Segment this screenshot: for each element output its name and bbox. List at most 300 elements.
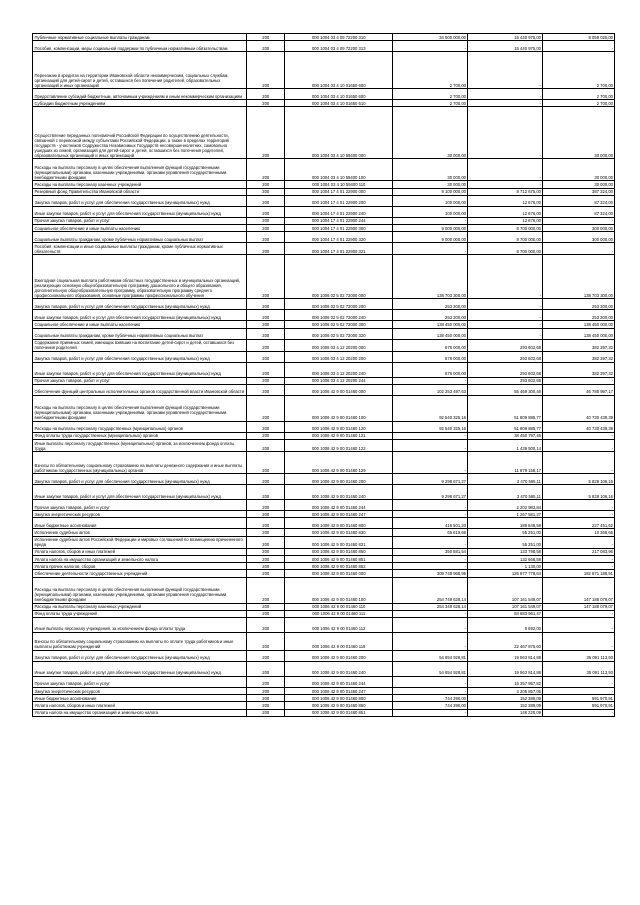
row-approved-amount-cell: - [393,432,468,439]
row-unexecuted-amount-cell: 2 700,00 [543,100,615,107]
row-code-cell: 200 [247,687,285,694]
table-row [33,100,615,107]
table-row [33,577,615,603]
row-classification-cell: 000 1004 03 4 10 59400 100 [285,159,393,181]
row-approved-amount-cell: 253 300,00 [393,310,468,321]
row-code-cell: 200 [247,577,285,603]
row-classification-cell: 000 1004 17 4 01 22900 321 [285,243,393,255]
row-approved-amount-cell: 100 000,00 [393,195,468,206]
row-classification-cell: 000 1006 42 9 00 01460 240 [285,661,393,676]
row-name-cell: Закупка энергетических ресурсов [33,511,247,518]
row-name-cell: Исполнение судебных актов [33,529,247,536]
row-classification-cell: 000 1006 03 4 12 20200 200 [285,351,393,362]
row-approved-amount-cell: - [393,617,468,632]
row-approved-amount-cell: 416 501,20 [393,518,468,529]
row-classification-cell: 000 1004 17 4 01 22900 300 [285,224,393,231]
row-approved-amount-cell: 9 298 671,27 [393,474,468,485]
row-executed-amount-cell: 22 467 875,60 [468,632,543,650]
row-approved-amount-cell: - [393,440,468,452]
table-row [33,563,615,570]
row-classification-cell: 000 1006 02 5 02 72000 200 [285,299,393,310]
row-name-cell: Иные выплаты персоналу учреждений, за исключением фонда оплаты труда [33,617,247,632]
row-approved-amount-cell: 34 500 000,00 [393,34,468,41]
row-approved-amount-cell: 676 000,00 [393,362,468,377]
table-row [33,328,615,339]
row-classification-cell: 000 1006 42 9 00 01460 000 [285,570,393,577]
row-name-cell: Прочая закупка товаров, работ и услуг [33,500,247,511]
row-name-cell: Субсидии бюджетным учреждениям [33,100,247,107]
row-name-cell: Фонд оплаты труда государственных (муниципальных) органов [33,432,247,439]
row-name-cell: Пособия, компенсации и иные социальные выплаты гражданам, кроме публичных нормативных обязательств [33,243,247,255]
row-executed-amount-cell: 293 602,68 [468,339,543,351]
row-name-cell: Иные бюджетные ассигнования [33,518,247,529]
row-unexecuted-amount-cell: 591 970,91 [543,702,615,709]
row-code-cell: 200 [247,299,285,310]
row-unexecuted-amount-cell: 253 300,00 [543,299,615,310]
row-executed-amount-cell: 51 809 885,77 [468,395,543,421]
row-code-cell: 200 [247,452,285,474]
row-executed-amount-cell: 8 700 000,00 [468,232,543,243]
row-code-cell: 200 [247,709,285,716]
row-approved-amount-cell: - [393,632,468,650]
table-row [33,570,615,577]
row-name-cell: Обеспечение функций центральных исполнительных органов государственной власти Ивановской области [33,384,247,395]
row-unexecuted-amount-cell: - [543,563,615,570]
row-classification-cell: 000 1006 42 9 00 01460 112 [285,617,393,632]
row-classification-cell: 000 1004 03 4 10 59400 110 [285,181,393,188]
row-unexecuted-amount-cell: 35 091 113,93 [543,661,615,676]
row-name-cell: Иные закупки товаров, работ и услуг для обеспечения государственных (муниципальных) нужд [33,362,247,377]
row-approved-amount-cell: - [393,511,468,518]
table-row [33,556,615,563]
row-code-cell: 200 [247,89,285,100]
row-approved-amount-cell: 254 749 628,14 [393,577,468,603]
row-executed-amount-cell: - [468,255,543,299]
row-unexecuted-amount-cell: 300 000,00 [543,232,615,243]
row-approved-amount-cell: 254 349 628,14 [393,603,468,610]
row-name-cell: Резервный фонд Правительства Ивановской области [33,188,247,195]
row-code-cell: 200 [247,100,285,107]
table-row [33,709,615,716]
row-classification-cell: 000 1006 03 4 12 20200 000 [285,339,393,351]
row-classification-cell: 000 1006 42 9 00 01460 119 [285,632,393,650]
row-unexecuted-amount-cell: - [543,610,615,617]
row-code-cell: 200 [247,440,285,452]
row-unexecuted-amount-cell: 10 368,66 [543,529,615,536]
row-unexecuted-amount-cell: - [543,632,615,650]
row-name-cell: Иные выплаты персоналу государственных (муниципальных) органов, за исключением фонда оплаты труда [33,440,247,452]
row-classification-cell: 000 1004 17 4 01 22900 200 [285,195,393,206]
row-approved-amount-cell: 100 000,00 [393,206,468,217]
table-row [33,217,615,224]
row-executed-amount-cell: 3 470 565,11 [468,485,543,500]
row-classification-cell: 000 1004 17 4 01 22900 244 [285,217,393,224]
table-row [33,206,615,217]
row-code-cell: 200 [247,518,285,529]
row-code-cell: 200 [247,362,285,377]
table-row [33,395,615,421]
row-name-cell: Прочая закупка товаров, работ и услуг [33,676,247,687]
row-code-cell: 200 [247,206,285,217]
row-code-cell: 200 [247,52,285,89]
row-classification-cell: 000 1006 42 9 00 01460 244 [285,500,393,511]
row-approved-amount-cell: 2 700,00 [393,100,468,107]
row-name-cell: Взносы по обязательному социальному страхованию на выплаты по оплате труда работников и иные выплаты работникам учреждений [33,632,247,650]
row-code-cell: 200 [247,485,285,500]
row-unexecuted-amount-cell: 147 188 079,07 [543,577,615,603]
row-code-cell: 200 [247,41,285,52]
table-row [33,255,615,299]
row-classification-cell: 000 1004 03 4 10 01650 600 [285,52,393,89]
row-approved-amount-cell: 9 100 000,00 [393,188,468,195]
table-row [33,232,615,243]
table-row [33,52,615,89]
row-name-cell: Содержание приемных семей, имеющих взявших на воспитание детей-сирот и детей, оставшихся без попечения родителей [33,339,247,351]
row-name-cell: Фонд оплаты труда учреждений [33,610,247,617]
row-classification-cell: 000 1004 03 4 10 01650 600 [285,89,393,100]
row-name-cell: Расходы на выплаты персоналу в целях обеспечения выполнения функций государственными (муниципальными) органами, казенными учреждениями, органами управления государственными внебюджетными фондами [33,395,247,421]
row-name-cell: Расходы на выплаты персоналу государственных (муниципальных) органов [33,421,247,432]
row-name-cell: Переезжаю в кредитах на территории Ивановской области некоммерческим, социальных службам, организаций для детей-сирот и детей, оставшихся без попечения родителей, образовательных организаций и иных организаций [33,52,247,89]
row-unexecuted-amount-cell: 2 700,00 [543,52,615,89]
row-unexecuted-amount-cell: 382 397,32 [543,362,615,377]
row-classification-cell: 000 1004 03 4 10 59400 000 [285,107,393,159]
table-row [33,610,615,617]
row-name-cell: Иные закупки товаров, работ и услуг для обеспечения государственных (муниципальных) нужд [33,310,247,321]
row-classification-cell: 000 1006 42 9 00 01460 120 [285,421,393,432]
row-executed-amount-cell: 126 877 778,64 [468,570,543,577]
row-classification-cell: 000 1006 42 9 00 01460 129 [285,452,393,474]
table-row [33,224,615,231]
row-unexecuted-amount-cell: 138 703 300,00 [543,255,615,299]
row-approved-amount-cell: 9 000 000,00 [393,224,468,231]
row-executed-amount-cell: - [468,100,543,107]
row-code-cell: 200 [247,107,285,159]
table-row [33,41,615,52]
row-executed-amount-cell: - [468,321,543,328]
row-code-cell: 200 [247,421,285,432]
row-classification-cell: 000 1006 03 4 12 20200 240 [285,362,393,377]
row-classification-cell: 000 1006 42 9 00 01460 121 [285,432,393,439]
row-executed-amount-cell: 55 251,00 [468,536,543,548]
row-name-cell: Осуществление переданных полномочий Российской Федерации по осуществлению деятельности, связанной с перевозкой между субъектами Российской Федерации, а также в пределах территорий государств - участников Содружества Независимых Государств несовершеннолетних, самовольно ушедших из семей, организаций для детей-сирот и детей, оставшихся без попечения родителей, образовательных организаций и иных организаций [33,107,247,159]
row-approved-amount-cell: 102 253 497,63 [393,384,468,395]
row-approved-amount-cell: 676 000,00 [393,351,468,362]
row-executed-amount-cell: 133 798,58 [468,548,543,555]
row-code-cell: 200 [247,395,285,421]
row-unexecuted-amount-cell: 30 000,00 [543,107,615,159]
row-unexecuted-amount-cell: 2 700,00 [543,89,615,100]
row-approved-amount-cell: - [393,377,468,384]
table-row [33,181,615,188]
table-row [33,159,615,181]
table-row [33,518,615,529]
row-code-cell: 200 [247,377,285,384]
row-unexecuted-amount-cell: 5 828 106,16 [543,474,615,485]
row-executed-amount-cell: 38 450 797,46 [468,432,543,439]
row-executed-amount-cell: 19 563 814,88 [468,661,543,676]
table-row [33,321,615,328]
row-classification-cell: 000 1006 42 9 00 01460 850 [285,548,393,555]
table-row [33,339,615,351]
row-classification-cell: 000 1006 42 9 00 01460 122 [285,440,393,452]
row-unexecuted-amount-cell: - [543,709,615,716]
row-code-cell: 200 [247,321,285,328]
row-executed-amount-cell: 107 161 549,07 [468,577,543,603]
row-name-cell: Закупка энергетических ресурсов [33,687,247,694]
row-name-cell: Закупка товаров, работ и услуг для обеспечения государственных (муниципальных) нужд [33,351,247,362]
row-approved-amount-cell: - [393,500,468,511]
row-unexecuted-amount-cell: - [543,536,615,548]
row-approved-amount-cell: - [393,709,468,716]
row-unexecuted-amount-cell: - [543,377,615,384]
row-code-cell: 200 [247,232,285,243]
row-unexecuted-amount-cell: 87 324,00 [543,195,615,206]
row-code-cell: 200 [247,603,285,610]
row-executed-amount-cell: 152 389,09 [468,702,543,709]
row-unexecuted-amount-cell: 591 970,91 [543,695,615,702]
row-unexecuted-amount-cell: 40 730 439,39 [543,395,615,421]
row-approved-amount-cell: 30 000,00 [393,181,468,188]
row-name-cell: Социальные выплаты гражданам, кроме публичных нормативных социальных выплат [33,232,247,243]
row-name-cell: Прочая закупка товаров, работ и услуг [33,377,247,384]
row-code-cell: 200 [247,529,285,536]
row-executed-amount-cell: - [468,328,543,339]
row-unexecuted-amount-cell: 138 450 000,00 [543,321,615,328]
row-name-cell: Предоставление субсидий бюджетным, автономным учреждениям и иным некоммерческим организациям [33,89,247,100]
row-classification-cell: 000 1006 42 9 00 01460 831 [285,536,393,548]
row-approved-amount-cell: 92 540 325,16 [393,421,468,432]
row-executed-amount-cell: 293 602,68 [468,377,543,384]
row-executed-amount-cell: 2 202 983,84 [468,500,543,511]
row-classification-cell: 000 1006 42 9 00 01460 111 [285,610,393,617]
row-approved-amount-cell: - [393,563,468,570]
row-code-cell: 200 [247,511,285,518]
table-row [33,89,615,100]
row-name-cell: Взносы по обязательному социальному страхованию на выплаты денежного содержания и иные выплаты работникам государственных (муниципальных) органов [33,452,247,474]
row-code-cell: 200 [247,339,285,351]
row-code-cell: 200 [247,328,285,339]
row-name-cell: Исполнение судебных актов Российской Федерации и мировых соглашений по возмещению причиненного вреда [33,536,247,548]
row-code-cell: 200 [247,632,285,650]
row-code-cell: 200 [247,195,285,206]
row-name-cell: Иные закупки товаров, работ и услуг для обеспечения государственных (муниципальных) нужд [33,661,247,676]
row-code-cell: 200 [247,536,285,548]
row-unexecuted-amount-cell: 253 300,00 [543,310,615,321]
row-classification-cell: 000 1006 03 4 12 20200 244 [285,377,393,384]
row-name-cell: Пособия, компенсации, меры социальной поддержки по публичным нормативным обязательствам [33,41,247,52]
row-executed-amount-cell: 8 712 675,00 [468,188,543,195]
table-body [33,34,615,717]
row-code-cell: 200 [247,500,285,511]
row-approved-amount-cell: 30 000,00 [393,159,468,181]
row-unexecuted-amount-cell: 46 785 997,17 [543,384,615,395]
row-code-cell: 200 [247,159,285,181]
row-code-cell: 200 [247,676,285,687]
row-executed-amount-cell: - [468,159,543,181]
row-name-cell: Уплата налогов, сборов и иных платежей [33,548,247,555]
row-executed-amount-cell: 55 251,00 [468,529,543,536]
row-executed-amount-cell: - [468,310,543,321]
row-code-cell: 200 [247,650,285,661]
row-classification-cell: 000 1006 42 9 00 01460 110 [285,603,393,610]
row-classification-cell: 000 1006 42 9 00 01460 000 [285,384,393,395]
row-unexecuted-amount-cell: 382 397,32 [543,339,615,351]
row-code-cell: 200 [247,34,285,41]
row-classification-cell: 000 1006 42 9 00 01460 240 [285,485,393,500]
row-executed-amount-cell: 12 676,00 [468,195,543,206]
row-executed-amount-cell: 9 692,00 [468,617,543,632]
row-approved-amount-cell: 350 881,54 [393,548,468,555]
table-row [33,421,615,432]
row-name-cell: Уплата прочих налогов, сборов [33,563,247,570]
table-row [33,310,615,321]
row-code-cell: 200 [247,432,285,439]
table-row [33,34,615,41]
row-code-cell: 200 [247,310,285,321]
row-classification-cell: 000 1006 42 9 00 01460 200 [285,474,393,485]
row-executed-amount-cell: 15 440 975,00 [468,41,543,52]
row-executed-amount-cell: - [468,89,543,100]
row-code-cell: 200 [247,188,285,195]
row-executed-amount-cell: 15 440 975,00 [468,34,543,41]
row-code-cell: 200 [247,661,285,676]
row-executed-amount-cell: 107 161 549,07 [468,603,543,610]
row-unexecuted-amount-cell: - [543,41,615,52]
row-approved-amount-cell: 138 703 300,00 [393,255,468,299]
row-name-cell: Иные бюджетные ассигнования [33,695,247,702]
table-row [33,384,615,395]
row-classification-cell: 000 1006 02 5 02 72000 320 [285,328,393,339]
row-unexecuted-amount-cell: - [543,452,615,474]
row-approved-amount-cell: - [393,556,468,563]
row-unexecuted-amount-cell: 138 450 000,00 [543,328,615,339]
row-approved-amount-cell: 9 000 000,00 [393,232,468,243]
table-row [33,676,615,687]
table-row [33,632,615,650]
table-row [33,536,615,548]
row-name-cell: Уплата налога на имущество организаций и земельного налога [33,709,247,716]
row-executed-amount-cell: 3 470 565,11 [468,474,543,485]
row-classification-cell: 000 1006 42 9 00 01460 244 [285,676,393,687]
table-row [33,687,615,694]
row-unexecuted-amount-cell: - [543,676,615,687]
row-classification-cell: 000 1006 42 9 00 01460 852 [285,563,393,570]
row-code-cell: 200 [247,610,285,617]
row-approved-amount-cell: 9 298 671,27 [393,485,468,500]
row-code-cell: 200 [247,617,285,632]
table-row [33,661,615,676]
row-approved-amount-cell: - [393,610,468,617]
row-name-cell: Расходы на выплаты персоналу в целях обеспечения выполнения функций государственными (муниципальными) органами, казенными учреждениями, органами управления государственными внебюджетными фондами [33,159,247,181]
row-unexecuted-amount-cell: - [543,617,615,632]
row-approved-amount-cell: 54 654 928,81 [393,650,468,661]
row-executed-amount-cell: 4 205 857,06 [468,687,543,694]
row-approved-amount-cell: 2 700,00 [393,89,468,100]
row-code-cell: 200 [247,474,285,485]
row-classification-cell: 000 1006 42 9 00 01460 850 [285,702,393,709]
row-name-cell: Социальное обеспечение и иные выплаты населению [33,224,247,231]
row-unexecuted-amount-cell: - [543,243,615,255]
table-row [33,188,615,195]
row-executed-amount-cell: 8 700 000,00 [468,243,543,255]
row-classification-cell: 000 1006 02 5 02 72000 240 [285,310,393,321]
table-row [33,702,615,709]
row-executed-amount-cell: 1 439 500,14 [468,440,543,452]
row-approved-amount-cell: 253 300,00 [393,299,468,310]
row-unexecuted-amount-cell: - [543,500,615,511]
row-name-cell: Закупка товаров, работ и услуг для обеспечения государственных (муниципальных) нужд [33,195,247,206]
row-classification-cell: 000 1004 03 4 09 72200 313 [285,41,393,52]
row-approved-amount-cell: 138 450 000,00 [393,328,468,339]
row-unexecuted-amount-cell: 217 083,96 [543,548,615,555]
row-code-cell: 200 [247,351,285,362]
row-executed-amount-cell: 12 676,00 [468,217,543,224]
table-row [33,548,615,555]
table-row [33,195,615,206]
table-row [33,474,615,485]
row-code-cell: 200 [247,570,285,577]
row-approved-amount-cell: - [393,243,468,255]
row-unexecuted-amount-cell: 387 324,00 [543,188,615,195]
row-unexecuted-amount-cell: 30 000,00 [543,181,615,188]
row-executed-amount-cell: 19 563 814,88 [468,650,543,661]
row-approved-amount-cell: - [393,217,468,224]
row-name-cell: Социальное обеспечение и иные выплаты населению [33,321,247,328]
row-name-cell: Прочая закупка товаров, работ и услуг [33,217,247,224]
row-executed-amount-cell: - [468,181,543,188]
row-classification-cell: 000 1006 42 9 00 01460 800 [285,695,393,702]
row-approved-amount-cell: 309 748 968,95 [393,570,468,577]
row-approved-amount-cell: 65 619,66 [393,529,468,536]
row-name-cell: Закупка товаров, работ и услуг для обеспечения государственных (муниципальных) нужд [33,299,247,310]
row-unexecuted-amount-cell: 40 730 439,39 [543,421,615,432]
row-unexecuted-amount-cell: - [543,440,615,452]
row-executed-amount-cell: 132 668,58 [468,556,543,563]
table-row [33,452,615,474]
row-approved-amount-cell: 744 390,00 [393,695,468,702]
row-classification-cell: 000 1004 17 4 01 22900 000 [285,188,393,195]
row-executed-amount-cell: 12 676,00 [468,206,543,217]
row-name-cell: Уплата налогов, сборов и иных платежей [33,702,247,709]
row-approved-amount-cell: 2 700,00 [393,52,468,89]
table-row [33,377,615,384]
row-name-cell: Публичные нормативные социальные выплаты гражданам [33,34,247,41]
row-unexecuted-amount-cell: 382 397,32 [543,351,615,362]
row-unexecuted-amount-cell: 87 324,00 [543,206,615,217]
row-unexecuted-amount-cell: - [543,511,615,518]
row-unexecuted-amount-cell: 147 188 079,07 [543,603,615,610]
table-row [33,351,615,362]
row-approved-amount-cell: 676 000,00 [393,339,468,351]
row-name-cell: Расходы на выплаты персоналу в целях обеспечения выполнения функций государственными (муниципальными) органами, казенными учреждениями, органами управления государственными внебюджетными фондами [33,577,247,603]
row-approved-amount-cell: 30 000,00 [393,107,468,159]
row-executed-amount-cell: - [468,52,543,89]
row-executed-amount-cell: 55 469 300,46 [468,384,543,395]
row-code-cell: 200 [247,384,285,395]
row-classification-cell: 000 1006 42 9 00 01460 247 [285,687,393,694]
row-approved-amount-cell: - [393,676,468,687]
row-unexecuted-amount-cell: 182 871 188,91 [543,570,615,577]
table-row [33,529,615,536]
row-approved-amount-cell: 744 390,00 [393,702,468,709]
row-unexecuted-amount-cell: 227 451,62 [543,518,615,529]
row-classification-cell: 000 1006 02 5 02 72000 000 [285,255,393,299]
budget-expenditure-table [32,33,615,717]
table-row [33,617,615,632]
row-unexecuted-amount-cell: - [543,432,615,439]
row-classification-cell: 000 1006 42 9 00 01460 851 [285,709,393,716]
